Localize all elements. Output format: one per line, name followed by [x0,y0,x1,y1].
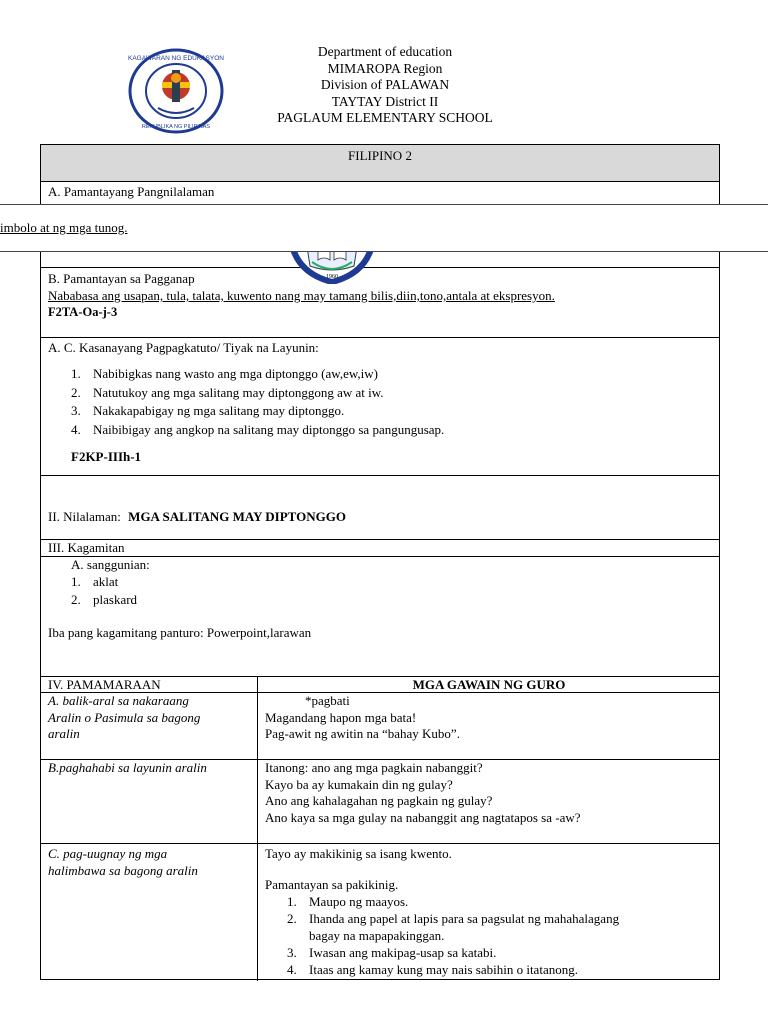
objective-number: 1. [71,366,81,381]
rule-item [287,894,408,910]
objective-number: 2. [71,385,81,400]
objective-item [71,403,344,419]
header-line-region: MIMAROPA Region [327,60,443,76]
nilalaman-row [41,476,719,540]
activity-line: Pamantayan sa pakikinig. [265,877,399,892]
lesson-plan-table [40,144,720,980]
objective-item [71,366,378,382]
kagamitan-sub: A. sanggunian: [71,557,150,572]
kagamitan-body-row [41,557,719,677]
activity-line: Tayo ay makikinig sa isang kwento. [265,846,452,861]
activity-line: Magandang hapon mga bata! [265,709,417,725]
section-c-code: F2KP-IIIh-1 [71,449,142,464]
material-item [71,592,137,608]
rule-number: 2. [287,911,297,926]
rule-text: bagay na mapapakinggan. [309,928,445,943]
objective-number: 4. [71,422,81,437]
objective-text: Nakakapabigay ng mga salitang may diptonggo. [93,403,345,418]
subject-row [41,145,719,182]
procedure-row [41,844,719,981]
nilalaman-value: MGA SALITANG MAY DIPTONGGO [128,509,346,524]
activity-line: *pagbati [305,693,350,708]
rule-number: 1. [287,894,297,909]
logo-year: 1960 [326,274,338,280]
activity-line: Ano kaya sa mga gulay na nabanggit ang nagtatapos sa -aw? [265,809,581,825]
objective-text: Natutukoy ang mga salitang may diptonggong aw at iw. [93,385,384,400]
rule-text: Ihanda ang papel at lapis para sa pagsulat ng mahahalagang [309,911,620,926]
header-line-district: TAYTAY District II [331,93,439,109]
svg-text:KAGAWARAN NG EDUKASYON: KAGAWARAN NG EDUKASYON [128,55,224,62]
svg-text:REPUBLIKA NG PILIPINAS: REPUBLIKA NG PILIPINAS [141,124,211,130]
section-b-text: Nababasa ang usapan, tula, talata, kuwento nang may tamang bilis,diin,tono,antala at ekspresyon. [48,288,555,303]
procedure-step [48,760,207,776]
activity-line: Kayo ba ay kumakain din ng gulay? [265,776,453,792]
activity-line: Itanong: ano ang mga pagkain nabanggit? [265,760,483,775]
procedure-step-line: A. balik-aral sa nakaraang [48,693,189,708]
section-b-label: B. Pamantayan sa Pagganap [48,271,195,286]
teacher-activity [265,693,460,743]
rule-text: Iwasan ang makipag-usap sa katabi. [309,945,497,960]
kagamitan-label: III. Kagamitan [48,540,125,555]
section-c-label: A. C. Kasanayang Pagpagkatuto/ Tiyak na Layunin: [48,340,319,355]
procedure-step-line: halimbawa sa bagong aralin [48,862,198,878]
procedure-step-line: B.paghahabi sa layunin aralin [48,760,207,775]
section-a-label: A. Pamantayang Pangnilalaman [48,184,215,199]
material-text: aklat [93,574,119,589]
pamamaraan-col2-header: MGA GAWAIN NG GURO [412,677,566,692]
rule-item [287,911,619,927]
material-item [71,574,118,590]
section-b-code: F2TA-Oa-j-3 [48,305,118,319]
procedure-row [41,693,719,760]
procedure-step-line: C. pag-uugnay ng mga [48,846,168,861]
rule-text: Maupo ng maayos. [309,894,409,909]
banner-text: imbolo at ng mga tunog. [0,220,128,235]
objective-item [71,422,444,438]
rule-number: 4. [287,962,297,977]
procedure-step [48,846,198,879]
objective-item [71,385,384,401]
header-line-division: Division of PALAWAN [320,77,450,92]
rule-item [287,928,444,944]
rule-item [287,945,496,961]
section-b-row [41,268,719,338]
rule-text: Itaas ang kamay kung may nais sabihin o itatanong. [309,962,578,977]
header-line-department: Department of education [317,44,453,59]
procedure-step [48,693,200,743]
overlay-banner [0,204,768,252]
section-c-row [41,338,719,476]
rule-item [287,962,578,978]
pamamaraan-header-row [41,677,719,693]
objective-text: Nabibigkas nang wasto ang mga diptonggo (aw,ew,iw) [93,366,378,381]
procedure-step-line: aralin [48,726,80,741]
subject-title: FILIPINO 2 [348,148,412,163]
kagamitan-row [41,540,719,557]
teacher-activity [265,846,452,893]
school-header [200,44,570,127]
activity-line: Pag-awit ng awitin na “bahay Kubo”. [265,726,460,741]
procedure-step-line: Aralin o Pasimula sa bagong [48,709,201,725]
objective-text: Naibibigay ang angkop na salitang may diptonggo sa pangungusap. [93,422,445,437]
objective-number: 3. [71,403,81,418]
nilalaman-label: II. Nilalaman: [48,509,121,524]
material-number: 2. [71,592,81,607]
procedure-row [41,760,719,844]
activity-line: Ano ang kahalagahan ng pagkain ng gulay? [265,793,493,808]
rule-number: 3. [287,945,297,960]
column-divider [257,677,258,981]
material-text: plaskard [93,592,138,607]
nilalaman-line [48,509,346,525]
header-line-school: PAGLAUM ELEMENTARY SCHOOL [277,110,493,125]
teacher-activity [265,760,581,826]
kagamitan-other: Iba pang kagamitang panturo: Powerpoint,larawan [48,625,312,640]
material-number: 1. [71,574,81,589]
pamamaraan-col1-header: IV. PAMAMARAAN [48,677,161,692]
